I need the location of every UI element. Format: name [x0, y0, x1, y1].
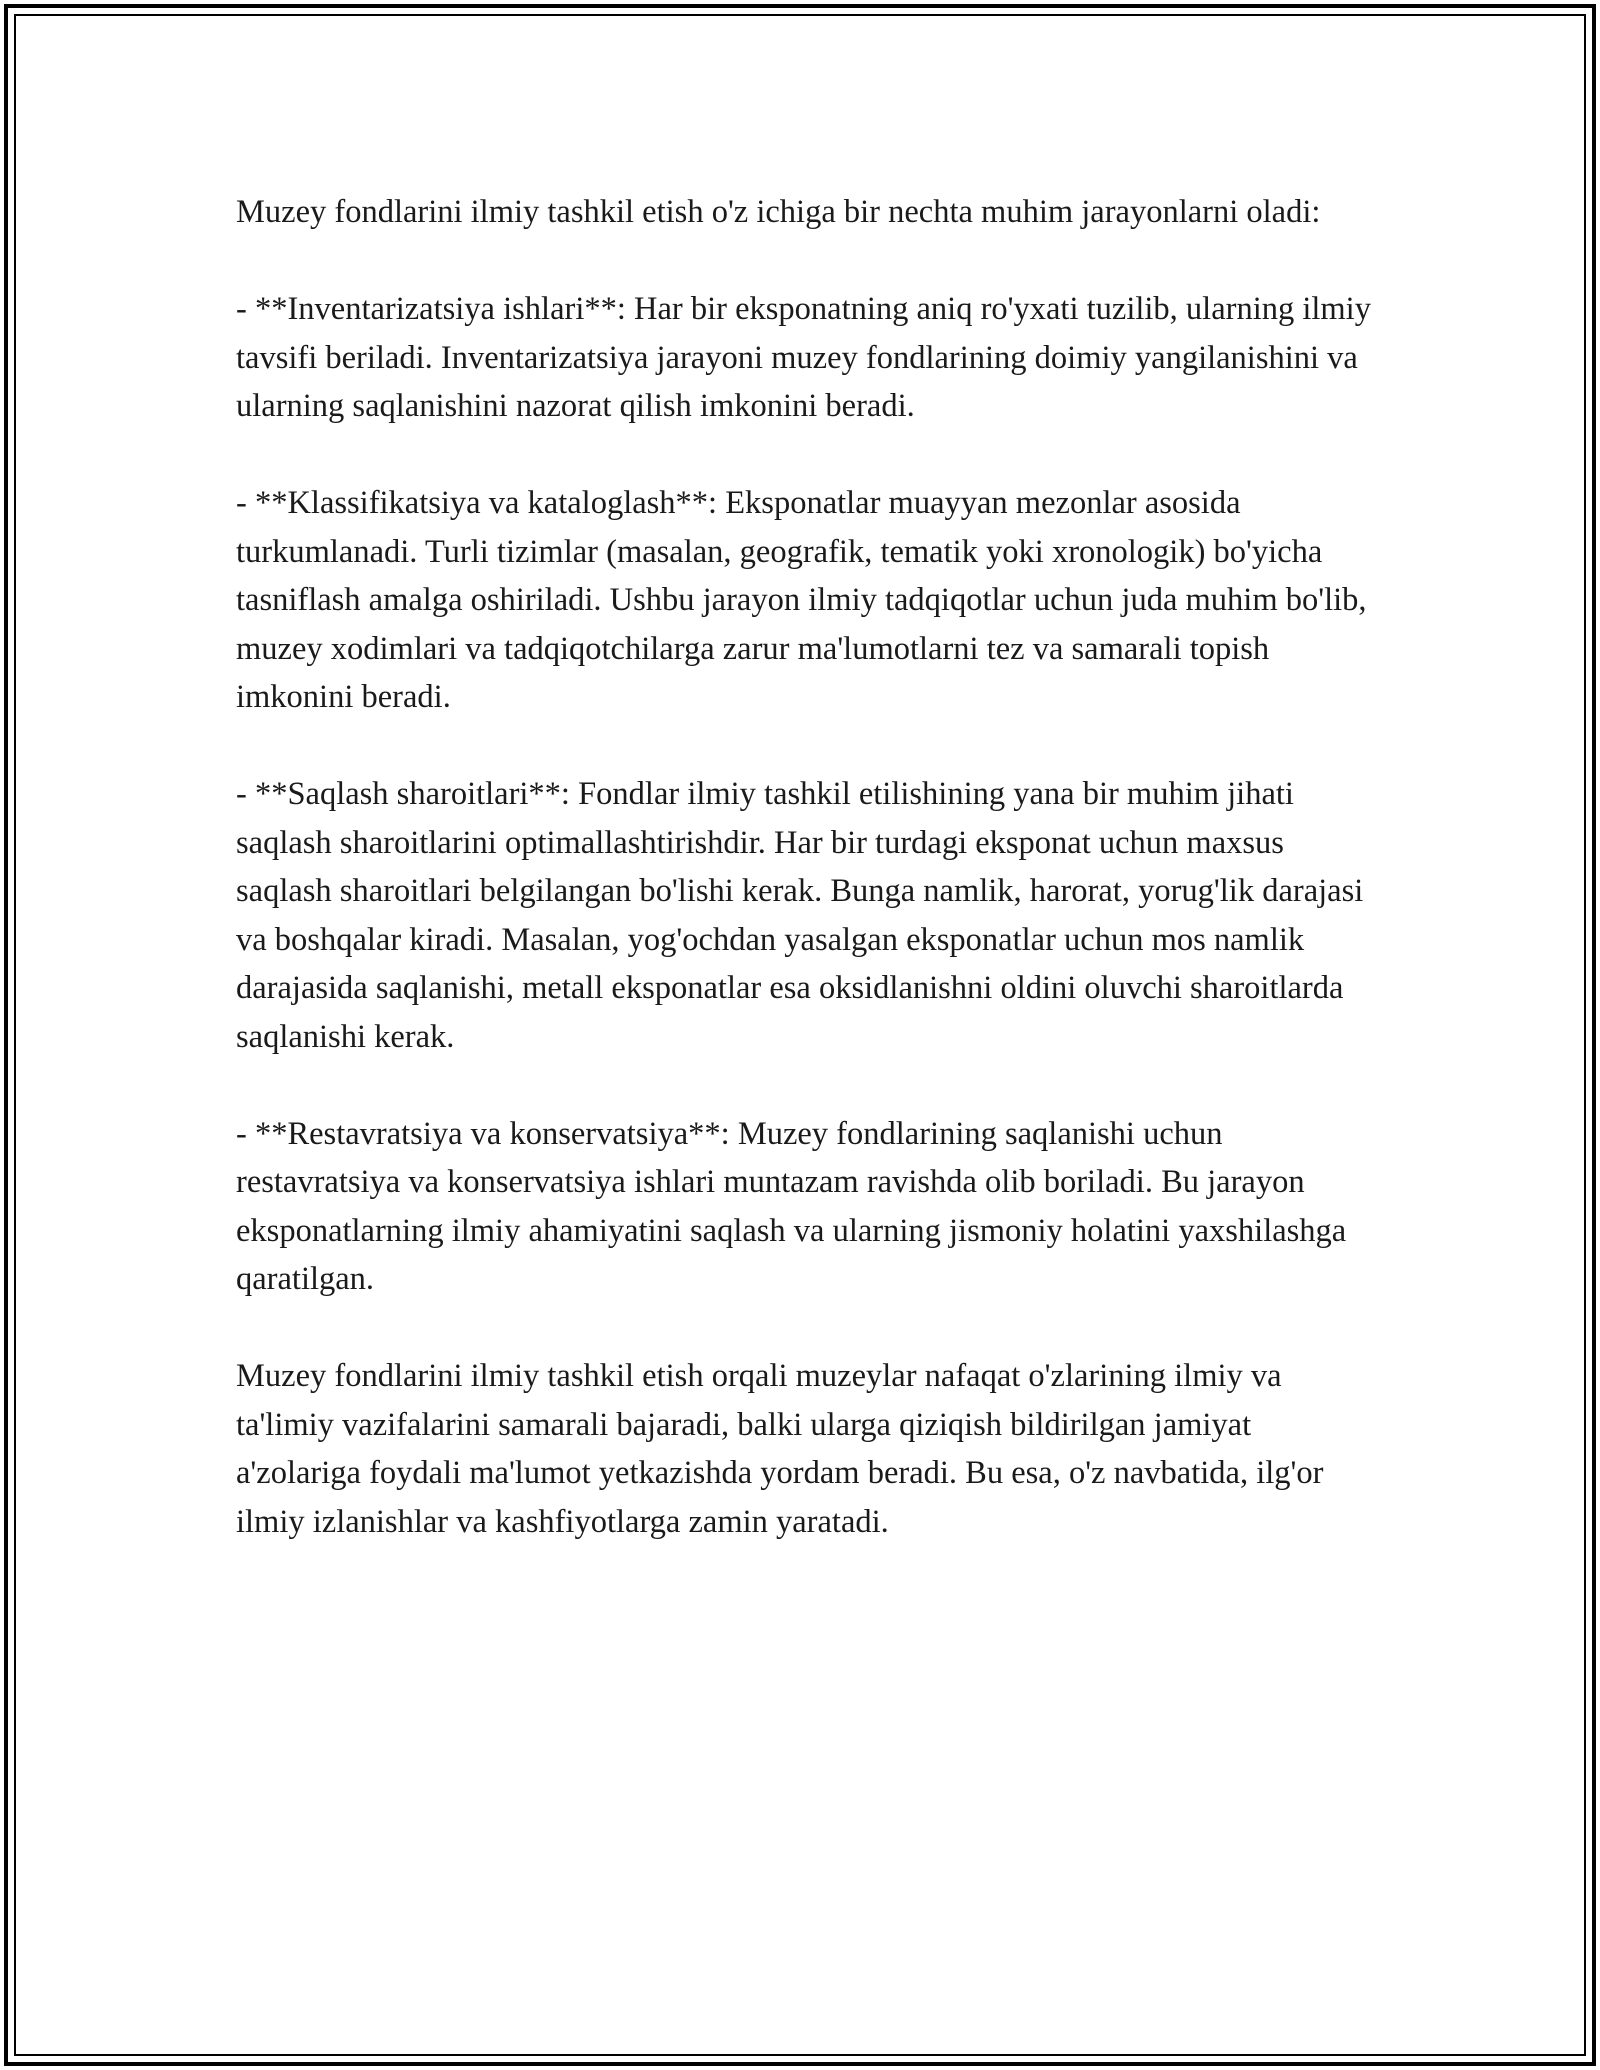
storage-conditions-paragraph: - **Saqlash sharoitlari**: Fondlar ilmiy tashkil etilishining yana bir muhim jihati saqlash sharoitlarini optimallashtirishdir. Har bir turdagi eksponat uchun maxsus saqlash sharoitlari belgilangan bo'lishi kerak. Bunga namlik, harorat, yorug'lik darajasi va boshqalar kiradi. Masalan, yog'ochdan yasalgan eksponatlar uchun mos namlik darajasida saqlanishi, metall eksponatlar esa oksidlanishni oldini oluvchi sharoitlarda saqlanishi kerak. — [236, 776, 1364, 1055]
classification-paragraph: - **Klassifikatsiya va kataloglash**: Eksponatlar muayyan mezonlar asosida turkumlanadi. Turli tizimlar (masalan, geografik, tematik yoki xronologik) bo'yicha tasniflash amalga oshiriladi. Ushbu jarayon ilmiy tadqiqotlar uchun juda muhim bo'lib, muzey xodimlari va tadqiqotchilarga zarur ma'lumotlarni tez va samarali topish imkonini beradi. — [236, 485, 1367, 715]
document-body — [236, 188, 1376, 1595]
conclusion-paragraph: Muzey fondlarini ilmiy tashkil etish orqali muzeylar nafaqat o'zlarining ilmiy va ta'limiy vazifalarini samarali bajaradi, balki ularga qiziqish bildirilgan jamiyat a'zolariga foydali ma'lumot yetkazishda yordam beradi. Bu esa, o'z navbatida, ilg'or ilmiy izlanishlar va kashfiyotlarga zamin yaratadi. — [236, 1358, 1324, 1540]
inventory-paragraph: - **Inventarizatsiya ishlari**: Har bir eksponatning aniq ro'yxati tuzilib, ularning ilmiy tavsifi beriladi. Inventarizatsiya jarayoni muzey fondlarining doimiy yangilanishini va ularning saqlanishini nazorat qilish imkonini beradi. — [236, 291, 1371, 424]
restoration-paragraph: - **Restavratsiya va konservatsiya**: Muzey fondlarining saqlanishi uchun restavratsiya va konservatsiya ishlari muntazam ravishda olib boriladi. Bu jarayon eksponatlarning ilmiy ahamiyatini saqlash va ularning jismoniy holatini yaxshilashga qaratilgan. — [236, 1115, 1347, 1297]
intro-paragraph: Muzey fondlarini ilmiy tashkil etish o'z ichiga bir nechta muhim jarayonlarni oladi: — [236, 194, 1321, 230]
